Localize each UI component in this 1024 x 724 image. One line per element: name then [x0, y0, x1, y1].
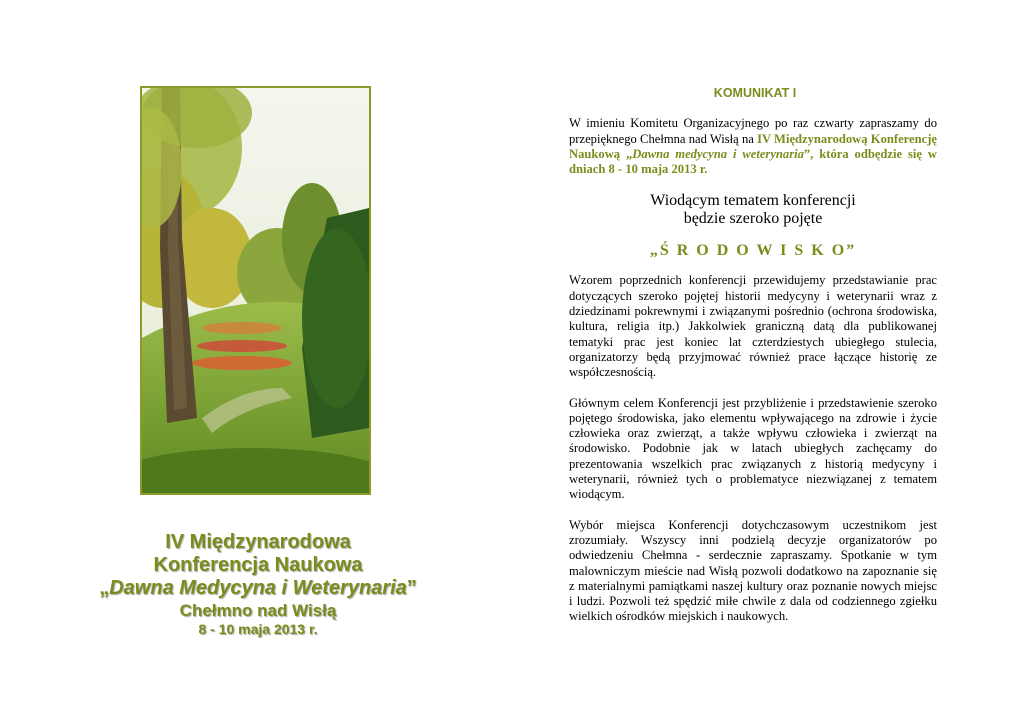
paragraph-3: Wybór miejsca Konferencji dotychczasowym uczestnikom jest zrozumiały. Wszyscy inni podzielą decyzje organizatorów po odwiedzeniu Chełmna - serdecznie zapraszamy. Spotkanie w tym malowniczym mieście nad Wisłą pozwoli dodatkowo na zapoznanie się z materialnymi pamiątkami naszej kultury oraz poznanie nowych miejsc i ludzi. Pozwoli też spędzić miłe chwile z dala od codziennego zgiełku wielkich ośrodków miejskich i naukowych.: [569, 517, 937, 624]
intro-conference-subtitle: Dawna medycyna i weterynaria: [632, 146, 804, 161]
theme-heading: [569, 192, 937, 228]
intro-close-quote: ”: [803, 146, 811, 161]
title-line-3: [80, 577, 436, 600]
theme-line-1: Wiodącym tematem konferencji: [650, 192, 856, 210]
park-alley-illustration: [142, 88, 369, 493]
title-line-2: Konferencja Naukowa: [153, 554, 363, 576]
close-quote: ”: [406, 577, 417, 599]
intro-comma: ,: [810, 146, 820, 161]
announcement-column: [569, 86, 937, 640]
conference-subtitle: Dawna Medycyna i Weterynaria: [109, 577, 407, 599]
conference-location: Chełmno nad Wisłą: [179, 601, 337, 620]
conference-title-block: [80, 531, 436, 638]
intro-open-quote: „: [620, 146, 633, 161]
theme-line-2: będzie szeroko pojęte: [683, 210, 823, 228]
title-line-1: IV Międzynarodowa: [165, 531, 351, 553]
intro-paragraph: [569, 116, 937, 177]
intro-dates: która odbędzie się w dniach 8 - 10 maja 2013 r.: [569, 146, 937, 177]
intro-text: W imieniu Komitetu Organizacyjnego po raz czwarty zapraszamy do przepięknego Chełmna nad Wisłą na: [569, 116, 937, 146]
announcement-heading: KOMUNIKAT I: [713, 86, 797, 100]
open-quote: „: [99, 577, 110, 599]
paragraph-2: Głównym celem Konferencji jest przybliżenie i przedstawienie szeroko pojętego środowiska, jako elementu wpływającego na zdrowie i życie człowieka oraz zwierząt, a także wpływu człowieka i zwierząt na środowisko. Podobnie jak w latach ubiegłych zachęcamy do prezentowania wszelkich prac związanych z historią medycyny i weterynarii, również tych o problematyce niezwiązanej z tematem wiodącym.: [569, 395, 937, 502]
conference-name: IV Międzynarodową Konferencję Naukową: [569, 131, 937, 161]
theme-word: „Ś R O D O W I S K O”: [649, 242, 857, 260]
paragraph-1: Wzorem poprzednich konferencji przewidujemy przedstawianie prac dotyczących szeroko pojętej historii medycyny i weterynarii wraz z dziedzinami pokrewnymi i związanymi pośrednio (ochrona środowiska, kultura, religia itp.) Jakkolwiek graniczną datą dla publikowanej tematyki prac jest koniec lat czterdziestych ubiegłego stulecia, organizatorzy będą przyjmować również prace łączące historię ze współczesnością.: [569, 273, 937, 380]
conference-dates: 8 - 10 maja 2013 r.: [198, 621, 318, 637]
park-photo: [140, 86, 371, 495]
